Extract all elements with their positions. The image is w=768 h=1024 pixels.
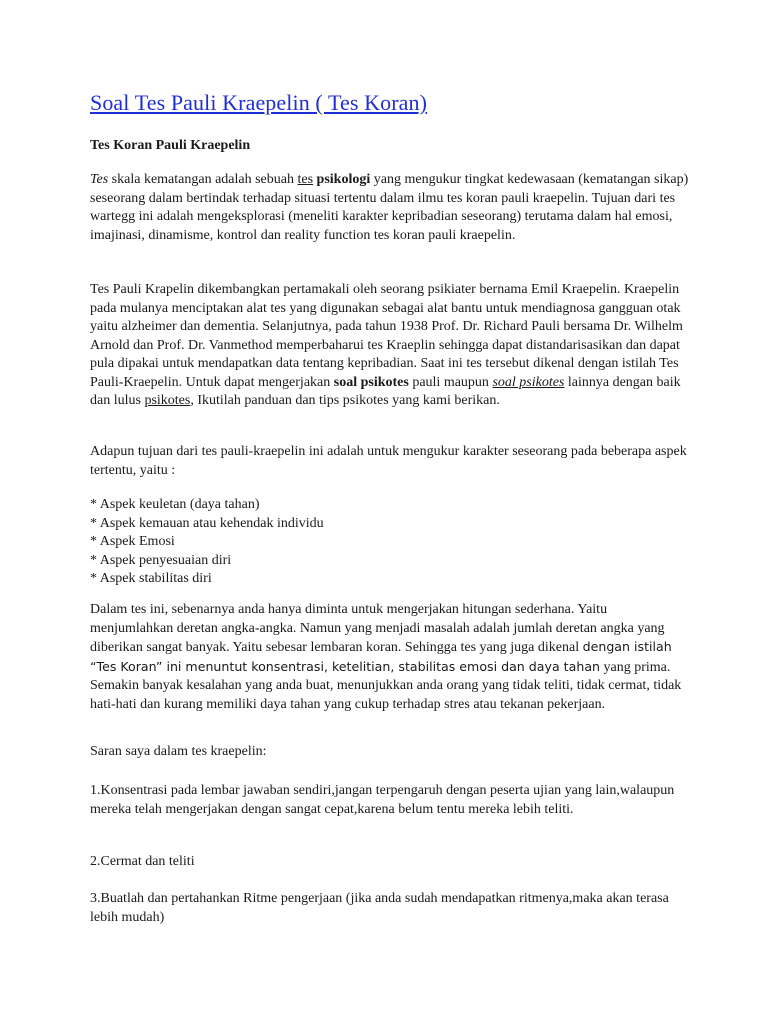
tip-item-3: 3.Buatlah dan pertahankan Ritme pengerjaan (jika anda sudah mendapatkan ritmenya,maka akan terasa lebih mudah) — [90, 891, 669, 925]
aspect-list — [90, 496, 690, 589]
paragraph-advice-heading: Saran saya dalam tes kraepelin: — [90, 744, 267, 759]
text-fragment: Dalam tes ini, sebenarnya anda hanya diminta untuk mengerjakan hitungan sederhana. Yaitu menjumlahkan deretan angka-angka. Namun yang menjadi masalah adalah jumlah deretan angka yang diberikan sangat banyak. Yaitu sebesar lembaran koran. Sehingga tes yang juga dikenal — [90, 602, 665, 655]
soal-psikotes-link[interactable]: soal psikotes — [492, 374, 565, 390]
soal-psikotes-bold-text: soal psikotes — [333, 374, 409, 390]
list-item: * Aspek stabilitas diri — [90, 571, 212, 586]
list-item: * Aspek kemauan atau kehendak individu — [90, 515, 324, 531]
text-fragment: pauli maupun — [408, 374, 493, 390]
tes-italic-text: Tes — [90, 172, 109, 187]
tip-item-2: 2.Cermat dan teliti — [90, 854, 195, 869]
psikologi-bold-text: psikologi — [316, 172, 371, 187]
text-fragment: , Ikutilah panduan dan tips psikotes yang kami berikan. — [190, 393, 500, 408]
text-fragment: yang prima. Semakin banyak kesalahan yang anda buat, menunjukkan anda orang yang tidak teliti, tidak cermat, tidak hati-hati dan kurang memiliki daya tahan yang cukup terhadap stres atau tekanan pekerjaan. — [90, 659, 682, 712]
text-fragment: yang mengukur tingkat kedewasaan (kematangan sikap) seseorang dalam bertindak terhadap situasi tertentu dalam ilmu tes koran pauli kraepelin. Tujuan dari tes wartegg ini adalah mengeksplorasi (meneliti karakter kepribadian seseorang) terutama dalam hal emosi, imajinasi, dinamisme, kontrol dan reality function tes koran pauli kraepelin. — [90, 172, 689, 243]
list-item: * Aspek Emosi — [90, 534, 175, 549]
text-fragment: lainnya dengan baik dan lulus — [90, 374, 681, 408]
text-fragment: Tes Pauli Krapelin dikembangkan pertamakali oleh seorang psikiater bernama Emil Kraepelin. Kraepelin pada mulanya menciptakan alat tes yang digunakan sebagai alat bantu untuk mendiagnosa gangguan otak yaitu alzheimer dan dementia. Selanjutnya, pada tahun 1938 Prof. Dr. Richard Pauli bersama Dr. Wilhelm Arnold dan Prof. Dr. Vanmethod memperbaharui tes Kraeplin sehingga dapat distandarisasikan dan dapat pula dipakai untuk mendapatkan data tentang kepribadian. Saat ini tes tersebut dikenal dengan istilah Tes Pauli-Kraepelin. Untuk dapat mengerjakan — [90, 282, 683, 390]
paragraph-history — [90, 281, 690, 411]
tes-link[interactable]: tes — [297, 172, 314, 187]
article-title-link[interactable]: Soal Tes Pauli Kraepelin ( Tes Koran) — [90, 90, 428, 115]
paragraph-test-description — [90, 601, 690, 714]
sans-text-fragment: dengan istilah “Tes Koran” ini menuntut konsentrasi, ketelitian, stabilitas emosi dan daya tahan — [90, 639, 672, 674]
tip-item-1: 1.Konsentrasi pada lembar jawaban sendiri,jangan terpengaruh dengan peserta ujian yang lain,walaupun mereka telah mengerjakan dengan sangat cepat,karena belum tentu mereka lebih teliti. — [90, 783, 675, 817]
text-fragment: skala kematangan adalah sebuah — [108, 172, 298, 187]
list-item: * Aspek penyesuaian diri — [90, 552, 232, 568]
article-subtitle: Tes Koran Pauli Kraepelin — [90, 138, 251, 153]
list-item: * Aspek keuletan (daya tahan) — [90, 497, 260, 512]
paragraph-purpose: Adapun tujuan dari tes pauli-kraepelin ini adalah untuk mengukur karakter seseorang pada beberapa aspek tertentu, yaitu : — [90, 444, 687, 478]
paragraph-definition — [90, 171, 690, 245]
psikotes-link[interactable]: psikotes — [144, 393, 191, 408]
